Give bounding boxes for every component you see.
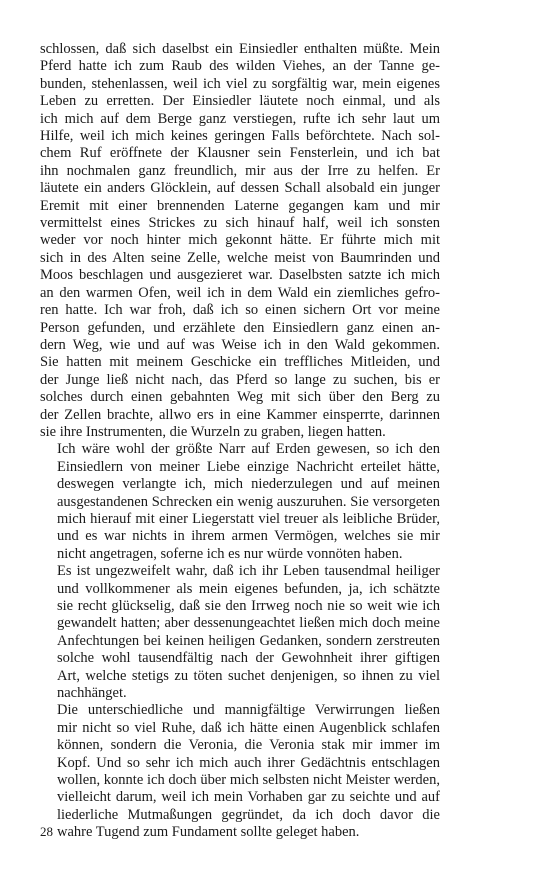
text-line: vermittelst eines Strickes zu sich hinauf half, weil ich sonsten	[40, 215, 440, 232]
text-line: Eremit mit einer brennenden Laterne gegangen kam und mir	[40, 197, 440, 214]
text-line: solche wohl tausendfältig nach der Gewohnheit ihrer giftigen	[57, 650, 440, 667]
text-line: chem Ruf eröffnete der Klausner sein Fensterlein, und ich bat	[40, 145, 440, 162]
text-line: und vollkommener als mein eigenes befunden, ja, ich schätzte	[57, 580, 440, 597]
text-line: nicht angetragen, soferne ich es nur würde vonnöten haben.	[57, 545, 403, 562]
text-line: Einsiedlern von meiner Liebe einzige Nachricht erteilet hätte,	[57, 458, 440, 475]
text-line: sie ihre Instrumenten, die Wurzeln zu graben, liegen hatten.	[40, 423, 386, 440]
text-line: Person gefunden, und erzählete den Einsiedlern ganz einen an-	[40, 319, 440, 336]
text-line: weder vor noch hinter mich gekonnt hätte. Er führte mich mit	[40, 232, 440, 249]
text-line: ihn nochmalen ganz freundlich, mir aus der Irre zu helfen. Er	[40, 162, 440, 179]
text-line: nachhänget.	[57, 685, 127, 702]
text-line: an den warmen Ofen, weil ich in dem Wald ein ziemliches gefro-	[40, 284, 440, 301]
paragraph-3	[40, 563, 440, 702]
text-line: Kopf. Und so sehr ich mich auch ihrer Gedächtnis entschlagen	[57, 754, 440, 771]
text-line: wollen, konnte ich doch über mich selbsten nicht Meister werden,	[57, 772, 440, 789]
text-line: mir nicht so viel Ruhe, daß ich hätte einen Augenblick schlafen	[57, 719, 440, 736]
text-line: Hilfe, weil ich mich keines geringen Falls beförchtete. Nach sol-	[40, 128, 440, 145]
paragraph-4	[40, 702, 440, 841]
text-line: ren hatte. Ich war froh, daß ich so einen sichern Ort vor meine	[40, 302, 440, 319]
page-number: 28	[40, 824, 53, 839]
text-line: vielleicht darum, weil ich mein Vorhaben gar zu seichte und auf	[57, 789, 440, 806]
text-line: können, sondern die Veronia, die Veronia stak mir immer im	[57, 737, 440, 754]
text-line: Leben zu erretten. Der Einsiedler läutete noch einmal, und als	[40, 93, 440, 110]
text-line: Die unterschiedliche und mannigfältige Verwirrungen ließen	[57, 702, 440, 719]
text-line: läutete ein anders Glöcklein, auf dessen Schall alsobald ein junger	[40, 180, 440, 197]
text-line: Ich wäre wohl der größte Narr auf Erden gewesen, so ich den	[57, 441, 440, 458]
text-line: bunden, stehenlassen, weil ich viel zu sorgfältig war, mein eigenes	[40, 75, 440, 92]
text-line: Pferd hatte ich zum Raub des wilden Viehes, an der Tanne ge-	[40, 58, 440, 75]
text-line: und es war nichts in ihrem armen Vermögen, welches sie mir	[57, 528, 440, 545]
paragraph-2	[40, 441, 440, 563]
text-line: deswegen verlangte ich, mich niederzulegen und auf meinen	[57, 476, 440, 493]
text-line: ausgestandenen Schrecken ein wenig auszuruhen. Sie versorgeten	[57, 493, 440, 510]
text-line: der Zellen brachte, allwo ers in eine Kammer einsperrte, darinnen	[40, 406, 440, 423]
text-line: ich mich auf dem Berge ganz verstiegen, rufte ich sehr laut um	[40, 110, 440, 127]
text-line: Es ist ungezweifelt wahr, daß ich ihr Leben tausendmal heiliger	[57, 563, 440, 580]
text-line: schlossen, daß sich daselbst ein Einsiedler enthalten müßte. Mein	[40, 41, 440, 57]
text-line: Sie hatten mit meinem Geschicke ein treffliches Mitleiden, und	[40, 354, 440, 371]
text-line: gewandelt hatten; aber dessenungeachtet ließen mich doch meine	[57, 615, 440, 632]
text-line: Moos beschlagen und ausgezieret war. Daselbsten satzte ich mich	[40, 267, 440, 284]
text-line: dern Weg, wie und auf was Weise ich in den Wald gekommen.	[40, 336, 440, 353]
text-line: liederliche Mutmaßungen gegründet, da ich doch davor die	[57, 806, 440, 823]
paragraph-1	[40, 41, 440, 441]
text-line: Anfechtungen bei keinen heiligen Gedanken, sondern zerstreuten	[57, 632, 440, 649]
text-line: mich hierauf mit einer Liegerstatt viel treuer als leibliche Brüder,	[57, 510, 440, 527]
text-line: wahre Tugend zum Fundament sollte geleget haben.	[57, 824, 360, 841]
text-line: solches durch einen gebahnten Weg mit sich über den Berg zu	[40, 389, 440, 406]
text-block	[40, 41, 440, 842]
text-line: sich in des Alten seine Zelle, welche meist von Baumrinden und	[40, 249, 440, 266]
text-line: der Junge ließ nicht nach, das Pferd so lange zu suchen, bis er	[40, 371, 440, 388]
text-line: sie recht glückselig, daß sie den Irrweg noch nie so weit wie ich	[57, 598, 440, 614]
text-line: Art, welche stetigs zu töten suchet denjenigen, so ihnen zu viel	[57, 667, 440, 684]
